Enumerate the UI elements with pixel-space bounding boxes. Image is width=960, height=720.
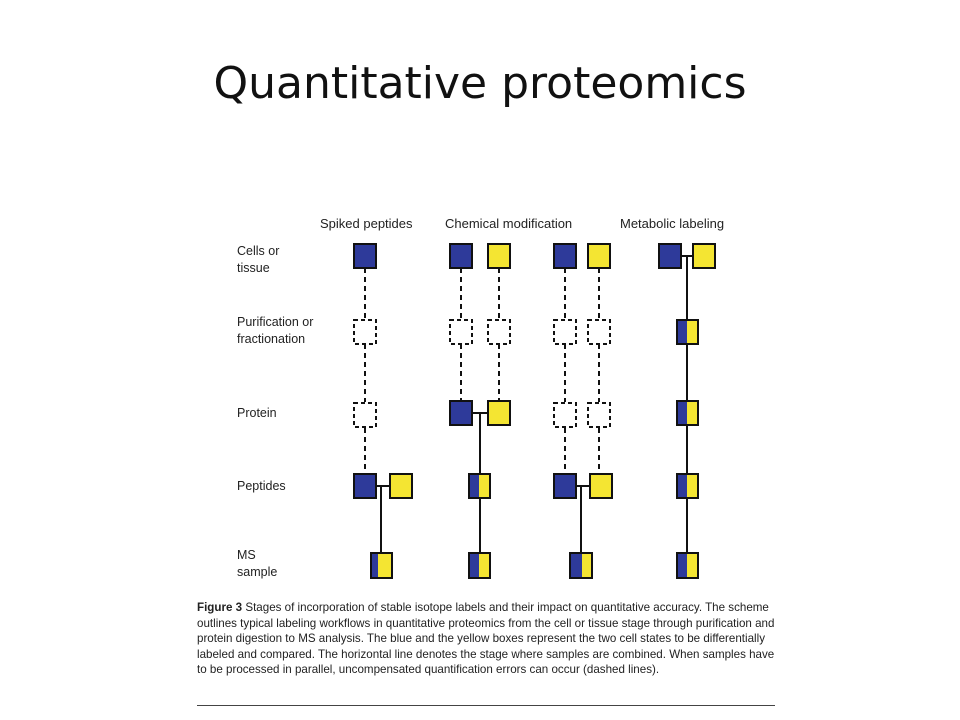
blue-box xyxy=(450,401,472,425)
dashed-empty-box xyxy=(554,320,576,344)
column-header-spiked-peptides: Spiked peptides xyxy=(320,216,413,231)
row-label-line: Peptides xyxy=(237,479,286,493)
dashed-empty-box xyxy=(554,403,576,427)
row-label-line: Cells or xyxy=(237,244,280,258)
mixed-box xyxy=(677,553,698,578)
blue-box xyxy=(354,474,376,498)
dashed-empty-box xyxy=(450,320,472,344)
blue-box xyxy=(554,244,576,268)
mixed-box xyxy=(677,320,698,344)
dashed-empty-box xyxy=(354,403,376,427)
connector-lines xyxy=(365,256,704,566)
column-header-chemical-modification: Chemical modification xyxy=(445,216,573,231)
yellow-box xyxy=(590,474,612,498)
yellow-box xyxy=(488,401,510,425)
mixed-box xyxy=(677,401,698,425)
row-label-line: sample xyxy=(237,565,278,579)
row-label-line: MS xyxy=(237,548,256,562)
figure-caption xyxy=(197,600,777,678)
yellow-box xyxy=(588,244,610,268)
caption-body: Stages of incorporation of stable isotope labels and their impact on quantitative accuracy. The scheme outlines typical labeling workflows in quantitative proteomics from the cell or tissue stage through purification and protein digestion to MS analysis. The blue and the yellow boxes represent the two cell states to be differentially labeled and compared. The horizontal line denotes the stage where samples are combined. When samples have to be processed in parallel, uncompensated quantification errors can occur (dashed lines). xyxy=(197,601,775,677)
column-header-metabolic-labeling: Metabolic labeling xyxy=(620,216,725,231)
yellow-box xyxy=(390,474,412,498)
caption-lead: Figure 3 xyxy=(197,601,243,614)
yellow-box xyxy=(488,244,510,268)
row-label-line: fractionation xyxy=(237,332,306,346)
mixed-box xyxy=(677,474,698,498)
blue-box xyxy=(450,244,472,268)
mixed-box xyxy=(469,553,490,578)
slide-title: Quantitative proteomics xyxy=(213,58,747,109)
dashed-empty-box xyxy=(588,320,610,344)
mixed-box xyxy=(570,553,592,578)
boxes xyxy=(354,244,715,578)
mixed-box xyxy=(371,553,392,578)
blue-box xyxy=(554,474,576,498)
dashed-empty-box xyxy=(354,320,376,344)
row-label-line: tissue xyxy=(237,261,270,275)
yellow-box xyxy=(693,244,715,268)
caption-divider xyxy=(197,705,775,706)
mixed-box xyxy=(469,474,490,498)
row-label-line: Protein xyxy=(237,406,277,420)
dashed-empty-box xyxy=(588,403,610,427)
blue-box xyxy=(659,244,681,268)
blue-box xyxy=(354,244,376,268)
row-label-line: Purification or xyxy=(237,315,314,329)
dashed-empty-box xyxy=(488,320,510,344)
